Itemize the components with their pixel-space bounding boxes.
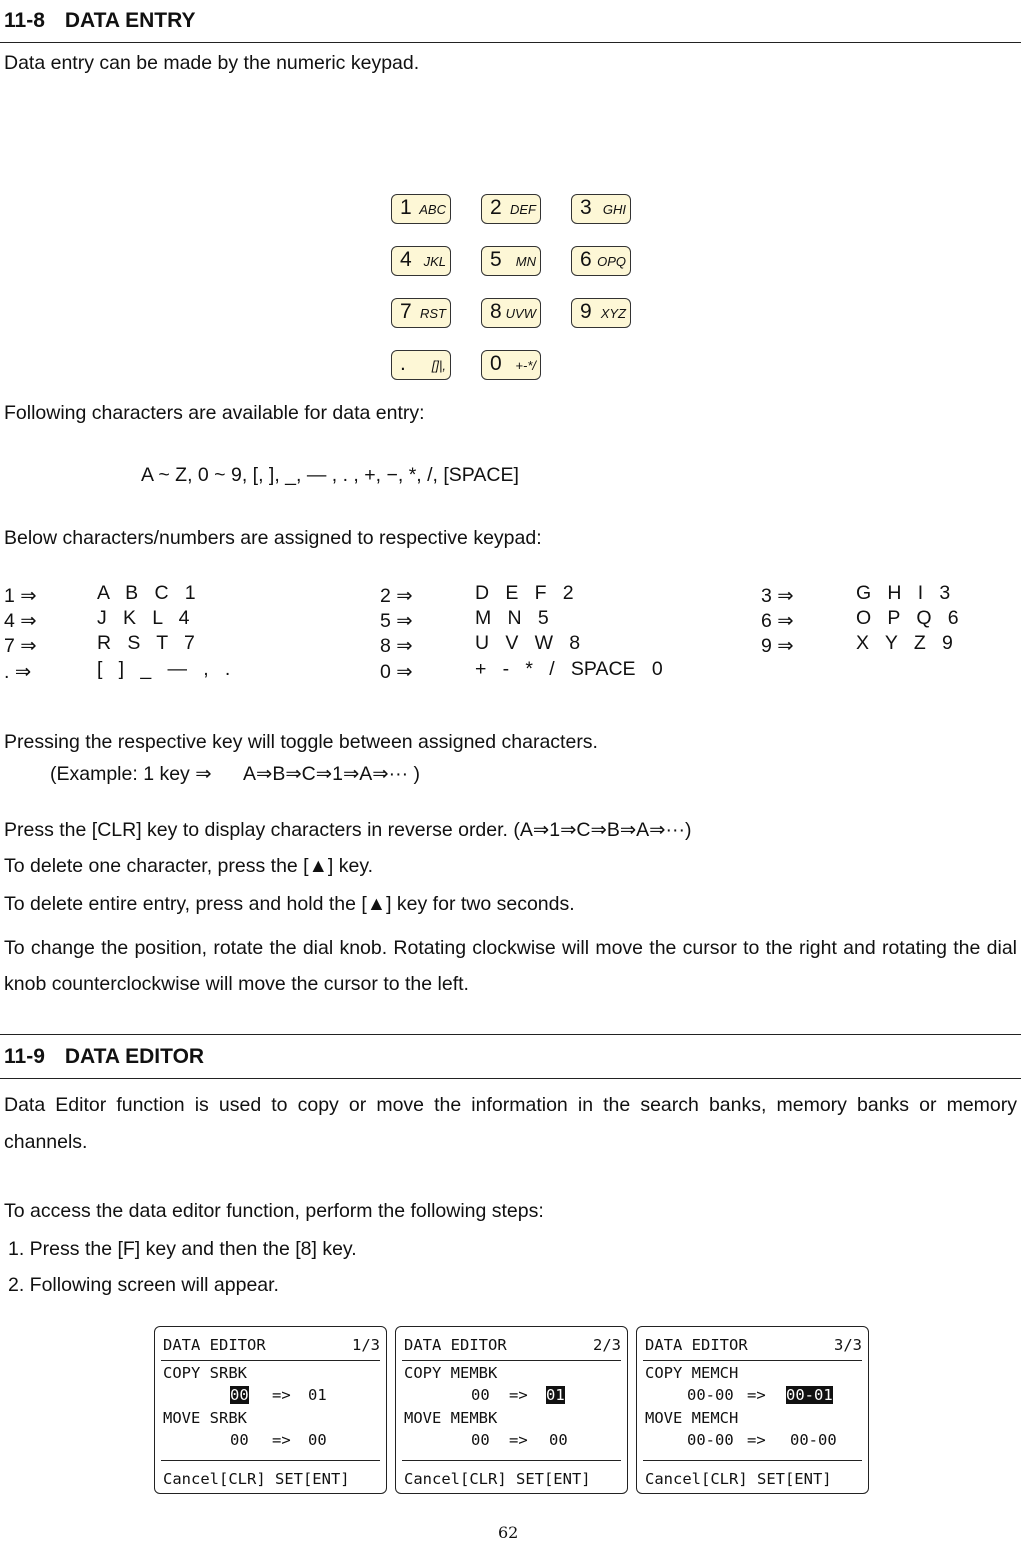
- assign-key: 5 ⇒: [380, 610, 413, 632]
- key-number: 9: [580, 300, 592, 323]
- screen-footer: Cancel[CLR] SET[ENT]: [163, 1470, 350, 1488]
- key-number: 0: [490, 352, 502, 375]
- assign-chars: R S T 7: [97, 632, 195, 654]
- key-number: 4: [400, 248, 412, 271]
- screen-divider: [643, 1460, 862, 1461]
- key-letters: MN: [515, 254, 536, 269]
- assign-chars: O P Q 6: [856, 607, 959, 629]
- move-to-value: 00-00: [790, 1431, 837, 1449]
- key-number: 8: [490, 300, 502, 323]
- arrow: =>: [509, 1431, 528, 1449]
- key-number: 3: [580, 196, 592, 219]
- key-number: 6: [580, 248, 592, 271]
- key-6: [571, 246, 631, 276]
- key-number: 1: [400, 196, 412, 219]
- lcd-screen-2: [395, 1326, 628, 1494]
- access-text: To access the data editor function, perform the following steps:: [4, 1200, 544, 1222]
- screen-title: DATA EDITOR: [404, 1336, 507, 1354]
- key-4: [391, 246, 451, 276]
- section-title: DATA EDITOR: [64, 1045, 205, 1068]
- key-8: [481, 298, 541, 328]
- available-label: Following characters are available for data entry:: [4, 402, 425, 424]
- screen-page: 3/3: [834, 1336, 862, 1354]
- key-3: [571, 194, 631, 224]
- key-letters: UVW: [505, 306, 536, 321]
- key-number: 7: [400, 300, 412, 323]
- move-from-value: 00-00: [687, 1431, 734, 1449]
- example-text: (Example: 1 key ⇒ A⇒B⇒C⇒1⇒A⇒··· ): [50, 763, 421, 785]
- toggle-text: Pressing the respective key will toggle between assigned characters.: [4, 731, 598, 753]
- assign-chars: A B C 1: [97, 582, 196, 604]
- cursor-text: To change the position, rotate the dial knob. Rotating clockwise will move the cursor to the right and rotating the dial knob counterclockwise will move the cursor to the left.: [4, 937, 1017, 995]
- copy-to-value: 01: [308, 1386, 327, 1404]
- key-number: .: [400, 352, 406, 375]
- assign-key: 9 ⇒: [761, 635, 794, 657]
- assign-chars: X Y Z 9: [856, 632, 953, 654]
- key-5: [481, 246, 541, 276]
- assign-key: 4 ⇒: [4, 610, 37, 632]
- move-to-value: 00: [308, 1431, 327, 1449]
- key-letters: XYZ: [600, 306, 626, 321]
- key-letters: JKL: [423, 254, 446, 269]
- key-letters: ABC: [419, 202, 446, 217]
- key-letters: +-*/: [515, 358, 536, 373]
- clr-text: Press the [CLR] key to display characters in reverse order. (A⇒1⇒C⇒B⇒A⇒···): [4, 819, 692, 841]
- copy-to-value: 01: [546, 1386, 565, 1404]
- screen-footer: Cancel[CLR] SET[ENT]: [404, 1470, 591, 1488]
- key-number: 5: [490, 248, 502, 271]
- assign-chars: D E F 2: [475, 582, 574, 604]
- copy-label: COPY MEMBK: [404, 1364, 498, 1382]
- screen-title: DATA EDITOR: [163, 1336, 266, 1354]
- move-to-value: 00: [549, 1431, 568, 1449]
- key-dot: [391, 350, 451, 380]
- section-11-9-heading: [4, 1045, 204, 1069]
- key-letters: DEF: [510, 202, 536, 217]
- lcd-screen-1: [154, 1326, 387, 1494]
- available-chars: A ~ Z, 0 ~ 9, [, ], _, — , . , +, −, *, /, [SPACE]: [141, 464, 519, 486]
- arrow: =>: [747, 1431, 766, 1449]
- key-0: [481, 350, 541, 380]
- assign-chars: + - * / SPACE 0: [475, 658, 663, 680]
- key-7: [391, 298, 451, 328]
- move-label: MOVE MEMCH: [645, 1409, 739, 1427]
- move-label: MOVE MEMBK: [404, 1409, 498, 1427]
- section-11-8-heading: [4, 9, 196, 33]
- screen-page: 1/3: [352, 1336, 380, 1354]
- assign-key: 1 ⇒: [4, 585, 37, 607]
- key-letters: GHI: [602, 202, 626, 217]
- editor-intro: Data Editor function is used to copy or move the information in the search banks, memory banks or memory channels.: [4, 1094, 1017, 1153]
- assign-chars: G H I 3: [856, 582, 951, 604]
- screen-divider: [402, 1360, 621, 1361]
- step-1: 1. Press the [F] key and then the [8] key.: [8, 1238, 357, 1260]
- assign-key: . ⇒: [4, 661, 32, 683]
- screen-page: 2/3: [593, 1336, 621, 1354]
- key-number: 2: [490, 196, 502, 219]
- assign-key: 0 ⇒: [380, 661, 413, 683]
- assign-key: 2 ⇒: [380, 585, 413, 607]
- screen-divider: [402, 1460, 621, 1461]
- section-divider: [0, 1034, 1021, 1035]
- screen-divider: [643, 1360, 862, 1361]
- arrow: =>: [747, 1386, 766, 1404]
- screen-footer: Cancel[CLR] SET[ENT]: [645, 1470, 832, 1488]
- assign-key: 6 ⇒: [761, 610, 794, 632]
- screen-divider: [161, 1460, 380, 1461]
- section-number: 11-9: [4, 1045, 45, 1068]
- key-2: [481, 194, 541, 224]
- move-label: MOVE SRBK: [163, 1409, 247, 1427]
- section-number: 11-8: [4, 9, 45, 32]
- arrow: =>: [272, 1386, 291, 1404]
- move-from-value: 00: [230, 1431, 249, 1449]
- page-number: 62: [498, 1523, 519, 1542]
- copy-label: COPY SRBK: [163, 1364, 247, 1382]
- screen-title: DATA EDITOR: [645, 1336, 748, 1354]
- delete-one-text: To delete one character, press the [▲] key.: [4, 855, 374, 877]
- copy-from-value: 00: [471, 1386, 490, 1404]
- intro-text: Data entry can be made by the numeric keypad.: [4, 52, 420, 74]
- copy-to-value: 00-01: [786, 1386, 833, 1404]
- screen-divider: [161, 1360, 380, 1361]
- assign-chars: J K L 4: [97, 607, 190, 629]
- assign-key: 3 ⇒: [761, 585, 794, 607]
- section-divider: [0, 1078, 1021, 1079]
- assign-chars: M N 5: [475, 607, 549, 629]
- key-letters: []|,: [431, 358, 446, 373]
- key-letters: OPQ: [597, 254, 626, 269]
- copy-from-value: 00-00: [687, 1386, 734, 1404]
- step-2: 2. Following screen will appear.: [8, 1274, 279, 1296]
- key-9: [571, 298, 631, 328]
- section-title: DATA ENTRY: [64, 9, 196, 32]
- arrow: =>: [272, 1431, 291, 1449]
- assign-chars: [ ] _ — , .: [97, 658, 231, 680]
- assign-chars: U V W 8: [475, 632, 581, 654]
- section-divider: [0, 42, 1021, 43]
- arrow: =>: [509, 1386, 528, 1404]
- assigned-label: Below characters/numbers are assigned to respective keypad:: [4, 527, 542, 549]
- assign-key: 8 ⇒: [380, 635, 413, 657]
- key-1: [391, 194, 451, 224]
- delete-all-text: To delete entire entry, press and hold the [▲] key for two seconds.: [4, 893, 575, 915]
- key-letters: RST: [420, 306, 446, 321]
- copy-label: COPY MEMCH: [645, 1364, 739, 1382]
- copy-from-value: 00: [230, 1386, 249, 1404]
- lcd-screen-3: [636, 1326, 869, 1494]
- assign-key: 7 ⇒: [4, 635, 37, 657]
- move-from-value: 00: [471, 1431, 490, 1449]
